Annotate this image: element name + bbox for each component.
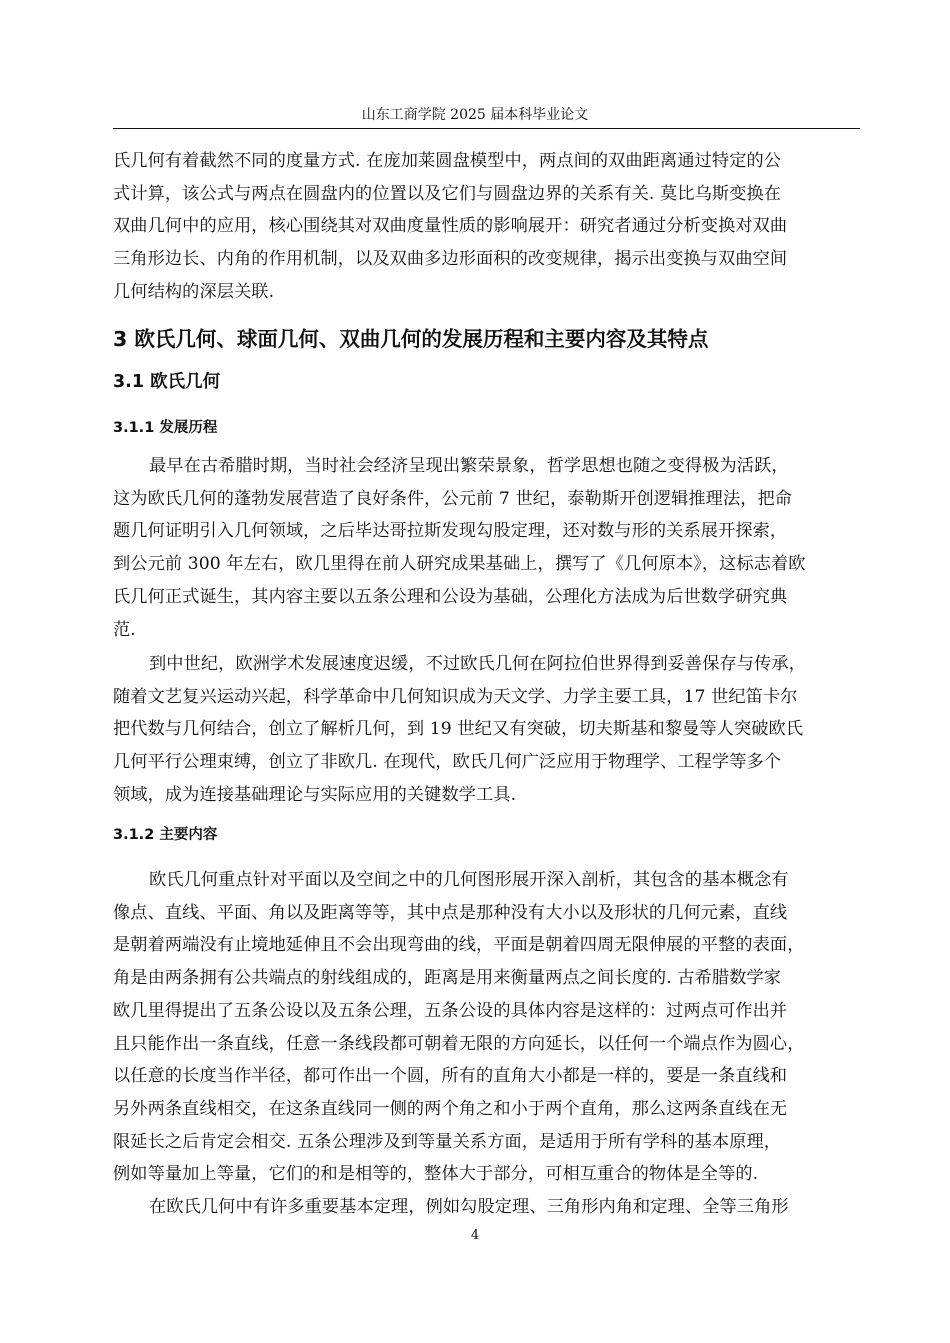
text-line: 把代数与几何结合，创立了解析几何，到 19 世纪又有突破，切夫斯基和黎曼等人突破欧氏 [113,719,804,740]
header-divider [113,128,860,129]
subsubsection-heading-content: 3.1.2 主要内容 [113,827,218,843]
text-line: 三角形边长、内角的作用机制，以及双曲多边形面积的改变规律，揭示出变换与双曲空间 [113,249,788,270]
content-paragraph-2 [113,1191,860,1224]
text-line: 领域，成为连接基础理论与实际应用的关键数学工具. [113,784,517,805]
text-line: 氏几何有着截然不同的度量方式. 在庞加莱圆盘模型中，两点间的双曲距离通过特定的公 [113,151,782,171]
text-line: 范. [113,619,136,640]
text-line: 另外两条直线相交，在这条直线同一侧的两个角之和小于两个直角，那么这两条直线在无 [113,1098,788,1119]
text-line: 角是由两条拥有公共端点的射线组成的，距离是用来衡量两点之间长度的. 古希腊数学家 [113,968,782,989]
text-line: 几何结构的深层关联. [113,281,275,302]
subsubsection-heading-development: 3.1.1 发展历程 [113,420,218,436]
text-line: 到公元前 300 年左右，欧几里得在前人研究成果基础上，撰写了《几何原本》，这标志着欧 [113,554,806,575]
development-paragraph-1 [113,450,860,646]
text-line: 像点、直线、平面、角以及距离等等，其中点是那种没有大小以及形状的几何元素，直线 [113,902,788,923]
intro-paragraph [113,145,860,309]
text-line: 几何平行公理束缚，创立了非欧几. 在现代，欧氏几何广泛应用于物理学、工程学等多个 [113,752,782,773]
text-line: 随着文艺复兴运动兴起，科学革命中几何知识成为天文学、力学主要工具，17 世纪笛卡尔 [113,686,798,707]
text-line: 最早在古希腊时期，当时社会经济呈现出繁荣景象，哲学思想也随之变得极为活跃， [149,456,789,476]
text-line: 欧几里得提出了五条公设以及五条公理，五条公设的具体内容是这样的：过两点可作出并 [113,1000,788,1021]
text-line: 欧氏几何重点针对平面以及空间之中的几何图形展开深入剖析，其包含的基本概念有 [149,870,789,890]
text-line: 到中世纪，欧洲学术发展速度迟缓，不过欧氏几何在阿拉伯世界得到妥善保存与传承， [149,654,806,674]
running-header: 山东工商学院 2025 届本科毕业论文 [361,107,589,123]
text-line: 式计算，该公式与两点在圆盘内的位置以及它们与圆盘边界的关系有关. 莫比乌斯变换在 [113,183,782,204]
text-line: 在欧氏几何中有许多重要基本定理，例如勾股定理、三角形内角和定理、全等三角形 [149,1197,789,1217]
text-line: 例如等量加上等量，它们的和是相等的，整体大于部分，可相互重合的物体是全等的. [113,1164,759,1185]
subsection-heading: 3.1 欧氏几何 [113,372,221,392]
text-line: 这为欧氏几何的蓬勃发展营造了良好条件，公元前 7 世纪，泰勒斯开创逻辑推理法，把命 [113,488,793,509]
text-line: 是朝着两端没有止境地延伸且不会出现弯曲的线，平面是朝着四周无限伸展的平整的表面， [113,935,805,956]
text-line: 双曲几何中的应用，核心围绕其对双曲度量性质的影响展开：研究者通过分析变换对双曲 [113,216,788,237]
text-line: 限延长之后肯定会相交. 五条公理涉及到等量关系方面，是适用于所有学科的基本原理， [113,1131,782,1152]
page-number: 4 [470,1228,480,1243]
development-paragraph-2 [113,648,860,812]
text-line: 以任意的长度当作半径，都可作出一个圆，所有的直角大小都是一样的，要是一条直线和 [113,1066,788,1087]
text-line: 题几何证明引入几何领域，之后毕达哥拉斯发现勾股定理，还对数与形的关系展开探索， [113,521,788,542]
content-paragraph-1 [113,864,860,1191]
text-line: 氏几何正式诞生，其内容主要以五条公理和公设为基础，公理化方法成为后世数学研究典 [113,586,788,607]
section-heading: 3 欧氏几何、球面几何、双曲几何的发展历程和主要内容及其特点 [113,327,709,351]
text-line: 且只能作出一条直线，任意一条线段都可朝着无限的方向延长，以任何一个端点作为圆心， [113,1033,805,1054]
